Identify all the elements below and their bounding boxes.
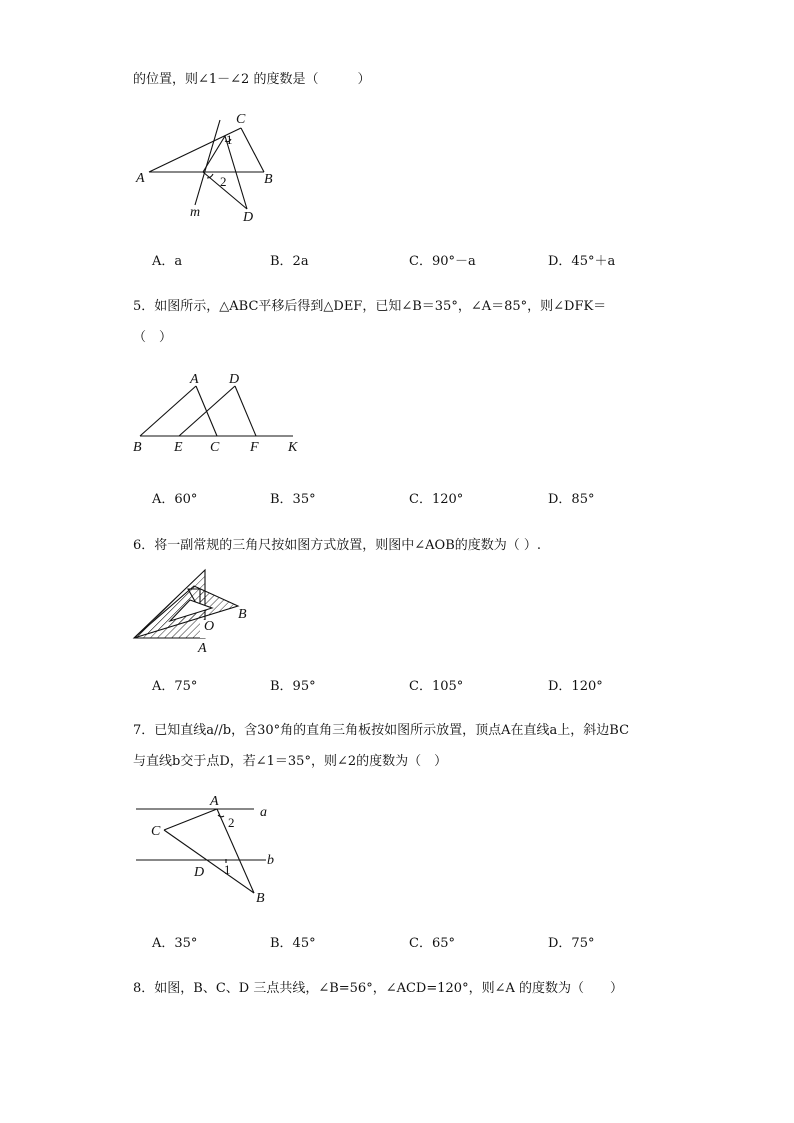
- label-angle-2: 2: [220, 174, 227, 189]
- label-c: C: [236, 112, 246, 127]
- q4-stem-tail: 的位置，则∠1－∠2 的度数是（ ）: [133, 72, 371, 87]
- label-f: F: [250, 440, 259, 455]
- label-a: A: [198, 641, 207, 656]
- q6-option-a[interactable]: A．75°: [152, 679, 198, 694]
- line-df: [235, 386, 256, 436]
- label-d: D: [229, 372, 240, 387]
- label-angle-1: 1: [224, 862, 231, 877]
- q5-option-d[interactable]: D．85°: [548, 492, 595, 507]
- q5-stem-line1: 5．如图所示，△ABC平移后得到△DEF，已知∠B＝35°，∠A＝85°，则∠DFK＝: [133, 299, 607, 314]
- label-b: B: [264, 172, 273, 187]
- q4-option-c[interactable]: C．90°－a: [409, 254, 476, 269]
- q5-option-b[interactable]: B．35°: [270, 492, 316, 507]
- q7-stem-line2: 与直线b交于点D，若∠1＝35°，则∠2的度数为（ ）: [133, 754, 448, 769]
- q7-option-c[interactable]: C．65°: [409, 936, 455, 951]
- q4-option-b[interactable]: B．2a: [270, 254, 309, 269]
- q6-option-c[interactable]: C．105°: [409, 679, 464, 694]
- label-a-point: A: [210, 794, 219, 809]
- q7-stem-line1: 7．已知直线a//b，含30°角的直角三角板按如图所示放置，顶点A在直线a上，斜边BC: [133, 723, 630, 738]
- q5-figure: [130, 368, 310, 458]
- line-m: [195, 120, 220, 205]
- label-line-b: b: [267, 853, 274, 868]
- q6-option-b[interactable]: B．95°: [270, 679, 316, 694]
- label-c: C: [151, 824, 161, 839]
- label-e: E: [174, 440, 183, 455]
- q7-figure: [130, 790, 280, 908]
- label-k: K: [288, 440, 298, 455]
- q6-option-d[interactable]: D．120°: [548, 679, 603, 694]
- q5-option-a[interactable]: A．60°: [152, 492, 198, 507]
- q6-figure: [130, 566, 260, 656]
- line-cb: [241, 128, 264, 172]
- label-b: B: [133, 440, 142, 455]
- q5-option-c[interactable]: C．120°: [409, 492, 464, 507]
- label-a: A: [136, 171, 145, 186]
- label-a: A: [190, 372, 199, 387]
- q8-stem: 8．如图，B、C、D 三点共线，∠B=56°，∠ACD=120°，则∠A 的度数为（ ）: [133, 981, 623, 996]
- label-line-a: a: [260, 805, 267, 820]
- q4-option-a[interactable]: A．a: [152, 254, 183, 269]
- q6-stem: 6．将一副常规的三角尺按如图方式放置，则图中∠AOB的度数为（ ）.: [133, 538, 542, 553]
- q7-option-b[interactable]: B．45°: [270, 936, 316, 951]
- label-d: D: [243, 210, 254, 225]
- q7-option-a[interactable]: A．35°: [152, 936, 198, 951]
- q4-option-d[interactable]: D．45°＋a: [548, 254, 616, 269]
- label-d: D: [194, 865, 205, 880]
- side-ca: [164, 809, 217, 830]
- label-c: C: [210, 440, 220, 455]
- angle-2-arc: [218, 815, 224, 817]
- label-angle-2: 2: [228, 815, 235, 830]
- label-b: B: [238, 607, 247, 622]
- label-angle-1: 1: [226, 132, 233, 147]
- label-o: O: [204, 619, 215, 634]
- label-b-point: B: [256, 891, 265, 906]
- q7-option-d[interactable]: D．75°: [548, 936, 595, 951]
- q4-figure: [130, 108, 290, 228]
- q5-stem-line2: （ ）: [133, 330, 173, 345]
- label-m: m: [190, 205, 201, 220]
